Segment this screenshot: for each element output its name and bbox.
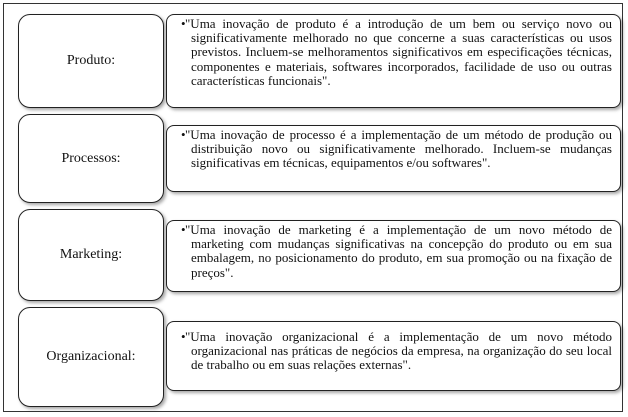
definition-box-organizacional	[166, 321, 621, 391]
label-box-organizacional	[18, 307, 164, 407]
label-box-produto	[18, 14, 164, 108]
bullet-icon: •	[181, 127, 186, 142]
definition-box-marketing	[166, 220, 621, 292]
row-processos	[18, 114, 621, 203]
label-box-marketing	[18, 209, 164, 301]
row-organizacional	[18, 307, 621, 407]
figure-frame	[3, 3, 623, 412]
definition-produto: "Uma inovação de produto é a introdução de um bem ou serviço novo ou significativamente melhorado no que concerne a suas características ou usos previstos. Incluem-se melhoramentos significativos em especificações técnicas, componentes e materiais, softwares incorporados, facilidade de uso ou outras características funcionais".	[185, 16, 612, 88]
row-produto	[18, 14, 621, 108]
definition-box-processos	[166, 125, 621, 192]
label-processos: Processos:	[61, 150, 121, 166]
label-box-processos	[18, 114, 164, 203]
label-organizacional: Organizacional:	[46, 349, 136, 364]
row-marketing	[18, 209, 621, 301]
label-marketing: Marketing:	[59, 247, 123, 262]
bullet-icon: •	[181, 16, 186, 31]
definition-box-produto	[166, 14, 621, 108]
bullet-icon: •	[181, 329, 186, 344]
bullet-icon: •	[181, 222, 186, 237]
definition-organizacional: "Uma inovação organizacional é a implementação de um novo método organizacional nas práticas de negócios da empresa, na organização do seu local de trabalho ou em suas relações externas".	[185, 329, 612, 373]
label-produto: Produto:	[66, 53, 116, 68]
definition-processos: "Uma inovação de processo é a implementação de um método de produção ou distribuição novo ou significativamente melhorado. Incluem-se mudanças significativas em técnicas, equipamentos e/ou softwares".	[185, 127, 612, 171]
definition-marketing: "Uma inovação de marketing é a implementação de um novo método de marketing com mudanças significativas na concepção do produto ou em sua embalagem, no posicionamento do produto, em sua promoção ou na fixação de preços".	[185, 222, 612, 280]
